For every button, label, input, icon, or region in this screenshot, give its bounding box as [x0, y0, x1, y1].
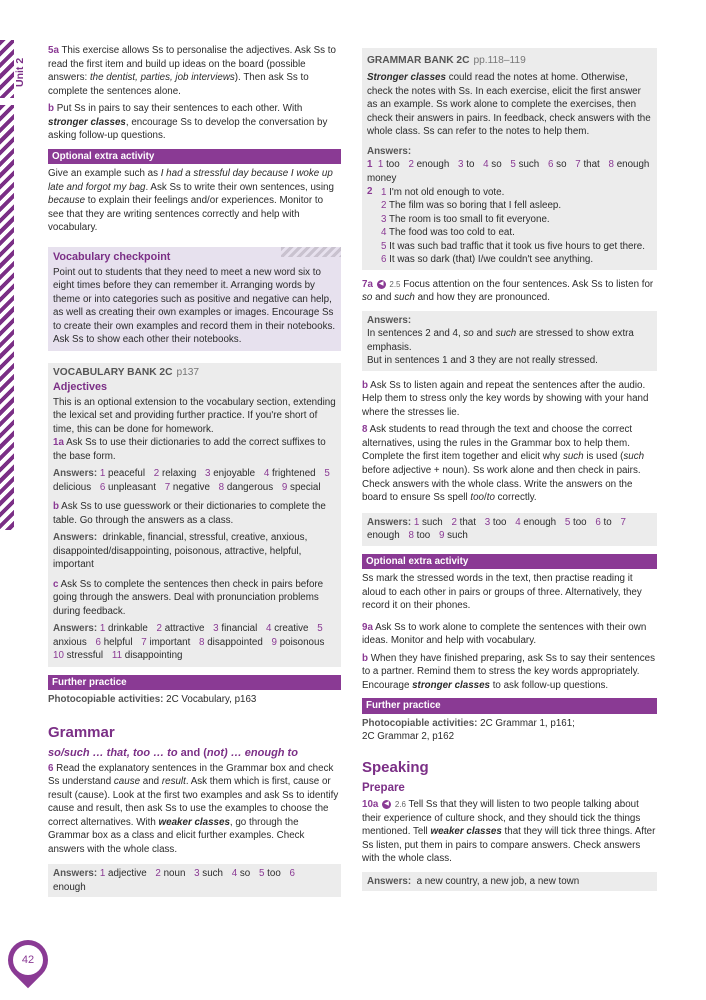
answer-number: 3 — [194, 868, 203, 880]
answer-text: financial — [221, 623, 258, 635]
grammar-subheading: so/such … that, too … to and (not) … enough to — [48, 746, 298, 759]
answer-item — [575, 159, 600, 170]
answer-text: enough — [416, 159, 450, 171]
answer-text: It was so dark (that) I/we couldn't see anything. — [389, 254, 594, 266]
grammar-bank-ex1: 1 1 too 2 enough 3 to 4 so 5 such 6 so 7 that 8 enough money — [367, 159, 650, 184]
answer-item — [483, 159, 502, 170]
grammar-bank-answer — [367, 199, 652, 213]
answer-text: too — [416, 530, 431, 542]
answer-text: The room is too small to fit everyone. — [389, 213, 550, 225]
answer-number: 4 — [266, 623, 275, 635]
para-5b: b Put Ss in pairs to say their sentences to each other. With stronger classes, encourage Ss to develop the conversation by asking follow-up questions. — [48, 103, 328, 142]
answer-text: too — [492, 516, 507, 528]
decorative-stripe — [0, 105, 14, 530]
answer-item — [595, 517, 611, 528]
answer-number: 4 — [483, 159, 492, 171]
answer-text: that — [459, 516, 476, 528]
answer-text: attractive — [164, 623, 205, 635]
answer-item — [96, 637, 133, 648]
answer-number: 2 — [155, 868, 164, 880]
vocabulary-checkpoint-box — [48, 247, 341, 351]
grammar-bank-answer — [367, 213, 652, 227]
para-9b: b When they have finished preparing, ask Ss to say their sentences to a partner. Remind them to stress the key words appropriately. Encourage stronger classes to ask follow-up questions. — [362, 652, 655, 691]
answer-number: 8 — [218, 481, 227, 493]
answer-number: 6 — [99, 481, 109, 493]
answer-number: 4 — [515, 516, 524, 528]
answer-text: enough — [53, 881, 86, 893]
answer-item — [112, 650, 183, 661]
answer-text: such — [422, 516, 443, 528]
answer-item — [157, 623, 205, 634]
grammar-bank-title: GRAMMAR BANK 2C pp.118–119 — [367, 55, 526, 66]
para-5a: 5a This exercise allows Ss to personalise the adjectives. Ask Ss to read the first item and build up ideas on the board (possible answers: the dentist, parties, job interviews). Then ask Ss to complete the sentences alone. — [48, 45, 336, 97]
answer-number: 5 — [564, 516, 574, 528]
answer-number: 6 — [381, 254, 390, 266]
answer-number: 3 — [205, 468, 214, 480]
vb-1c: c Ask Ss to complete the sentences then check in pairs before going through the answers. Deal with pronunciation problems during feedback. — [53, 578, 324, 617]
answer-item — [272, 637, 325, 648]
para-9a: 9a Ask Ss to work alone to complete the sentences with their own ideas. Monitor and help with vocabulary. — [362, 621, 647, 647]
para-8: 8 Ask students to read through the text and choose the correct alternatives, using the rules in the Grammar box to help them. Complete the first item together and elicit why such is used (such before adjective + noun). Ss work alone and then check in pairs. Check answers with the whole class. Write the answers on the board to ensure Ss spell too/to correctly. — [362, 424, 645, 504]
answer-text: peaceful — [108, 468, 146, 480]
answer-item — [194, 868, 223, 879]
grammar-bank-text: Stronger classes could read the notes at home. Otherwise, check the notes with Ss. In each exercise, elicit the first answer as an example. Ss work alone to complete the exercises, then check their answers in pairs. In feedback, check answers with the whole class. Ss can refer to the notes to help them. — [367, 72, 651, 138]
answer-item — [205, 468, 255, 479]
unit-tab-stripe — [0, 40, 14, 98]
grammar-bank-answer — [367, 240, 652, 254]
answer-number: 1 — [99, 623, 109, 635]
vocabulary-bank-subtitle: Adjectives — [53, 380, 108, 393]
answer-text: disappointing — [124, 650, 183, 662]
unit-label: Unit 2 — [14, 57, 26, 87]
answer-text: such — [202, 868, 223, 880]
answer-text: enough money — [367, 159, 650, 184]
answer-text: adjective — [108, 868, 147, 880]
answer-number: 6 — [95, 636, 104, 648]
answer-item — [548, 159, 567, 170]
answer-text: poisonous — [279, 636, 325, 648]
grammar-heading: Grammar — [48, 723, 115, 741]
para-7a-answers: Answers: In sentences 2 and 4, so and such are stressed to show extra emphasis. But in sentences 1 and 3 they are not really stressed. — [362, 311, 657, 371]
speaking-heading: Speaking — [362, 758, 429, 776]
answer-text: so — [491, 159, 502, 171]
optional-activity-band: Optional extra activity — [48, 149, 341, 165]
answer-number: 9 — [438, 530, 448, 542]
answer-item — [213, 623, 257, 634]
answer-number: 3 — [381, 213, 389, 225]
answer-text: enough — [367, 530, 400, 542]
answer-text: dangerous — [226, 481, 274, 493]
answer-text: frightened — [272, 468, 316, 480]
answer-text: to — [603, 516, 612, 528]
answer-item — [100, 482, 156, 493]
answer-item — [414, 517, 443, 528]
answer-item — [219, 482, 273, 493]
answer-number: 1 — [377, 159, 387, 171]
audio-icon[interactable]: ◀ — [377, 280, 386, 289]
vb-1b: b Ask Ss to use guesswork or their dictionaries to complete the table. Go through the answers as a class. — [53, 501, 326, 526]
grammar-bank-ex2: 2 1 I'm not old enough to vote. 2 The film was so boring that I fell asleep. 3 The room is too small to fit everyone. 4 The food was too cold to eat. 5 It was such bad traffic that it took us five hours to get there. 6 It was so dark (that) I/we couldn't see anything. — [367, 185, 652, 267]
answer-number: 9 — [281, 481, 291, 493]
answer-item — [154, 468, 196, 479]
answer-text: The film was so boring that I fell asleep. — [389, 200, 562, 212]
vocabulary-bank-title: VOCABULARY BANK 2C p137 — [53, 366, 200, 378]
answer-text: creative — [274, 623, 309, 635]
vocabulary-bank-intro: This is an optional extension to the vocabulary section, extending the lexical set and providing further practice. If you're short of time, this can be done for homework. — [53, 396, 336, 435]
audio-icon[interactable]: ◀ — [382, 800, 391, 809]
answer-number: 1 — [381, 186, 390, 198]
answer-item — [199, 637, 263, 648]
answer-number: 2 — [451, 516, 460, 528]
answer-number: 9 — [271, 636, 280, 648]
answer-item — [282, 482, 321, 493]
answer-text: such — [447, 530, 468, 542]
optional-activity-text: Give an example such as I had a stressful day because I woke up late and forgot my bag. Ask Ss to write their own sentences, using because to explain their feelings and/or experiences. Monitor to see that they are writing sentences correctly and help with vocabulary. — [48, 168, 334, 234]
vb-1c-answers: Answers: 1 drinkable 2 attractive 3 financial 4 creative 5 anxious 6 helpful 7 important 8 disappointed 9 poisonous 10 stressful 11 disappointing — [53, 622, 336, 663]
answer-number: 10 — [53, 650, 67, 662]
answer-item — [232, 868, 251, 879]
para-8-answers: Answers: 1 such 2 that 3 too 4 enough 5 too 6 to 7 enough 8 too 9 such — [362, 513, 657, 546]
answer-item — [100, 468, 145, 479]
para-10a: 10a ◀ 2.6 Tell Ss that they will listen to two people talking about their experience of culture shock, and they should tick the things mentioned. Tell weaker classes that they will tick three things. After Ss listen, put them in pairs to compare answers. Check answers with the whole class. — [362, 799, 656, 865]
further-practice-band: Further practice — [48, 675, 341, 691]
answer-number: 6 — [548, 159, 557, 171]
answer-item — [266, 623, 308, 634]
answer-number: 2 — [153, 468, 162, 480]
answer-text: enough — [523, 516, 557, 528]
answer-number: 7 — [620, 516, 626, 528]
vb-1b-answers: Answers: drinkable, financial, stressful, creative, anxious, disappointed/disappointing, poisonous, attractive, helpful, important — [53, 532, 308, 571]
vocabulary-checkpoint-title: Vocabulary checkpoint — [53, 250, 171, 263]
answer-text: relaxing — [161, 468, 197, 480]
answer-text: enjoyable — [213, 468, 256, 480]
answer-text: It was such bad traffic that it took us five hours to get there. — [389, 240, 645, 252]
further-practice-band-right: Further practice — [362, 698, 657, 714]
answer-text: noun — [163, 868, 186, 880]
answer-text: so — [239, 868, 251, 880]
grammar-bank-answers-label: Answers: — [367, 145, 412, 157]
page-number: 42 — [21, 954, 35, 966]
grammar-bank-answer — [367, 186, 652, 200]
answer-number: 1 — [99, 868, 109, 880]
further-practice-text-right: Photocopiable activities: 2C Grammar 1, p161; 2C Grammar 2, p162 — [362, 717, 575, 743]
answer-item — [259, 868, 281, 879]
answer-number: 5 — [381, 240, 390, 252]
answer-number: 7 — [164, 481, 173, 493]
answer-text: too — [267, 868, 281, 880]
answer-number: 4 — [381, 227, 389, 239]
vb-1a-answers: Answers: 1 peaceful 2 relaxing 3 enjoyable 4 frightened 5 delicious 6 unpleasant 7 negative 8 dangerous 9 special — [53, 468, 330, 493]
left-column — [48, 44, 341, 905]
answer-item — [408, 530, 430, 541]
para-10a-answers: Answers: a new country, a new job, a new town — [362, 872, 657, 892]
answer-item — [100, 623, 148, 634]
answer-text: I'm not old enough to vote. — [389, 186, 505, 198]
answer-text: too — [573, 516, 587, 528]
answer-number: 3 — [213, 623, 222, 635]
answer-text: special — [290, 481, 321, 493]
para-7a: 7a ◀ 2.5 Focus attention on the four sentences. Ask Ss to listen for so and such and how they are pronounced. — [362, 278, 654, 304]
answer-number: 1 — [99, 468, 109, 480]
answer-item — [485, 517, 507, 528]
answer-number: 7 — [575, 159, 584, 171]
answer-item — [510, 159, 539, 170]
grammar-bank-answer — [367, 253, 652, 267]
answer-number: 5 — [324, 468, 330, 480]
answer-number: 5 — [510, 159, 519, 171]
further-practice-text: Photocopiable activities: 2C Vocabulary, p163 — [48, 694, 257, 706]
answer-number: 5 — [317, 623, 323, 635]
grammar-bank-box — [362, 48, 657, 270]
vb-1a: 1a Ask Ss to use their dictionaries to add the correct suffixes to the base form. — [53, 437, 326, 462]
vocabulary-bank-box — [48, 363, 341, 667]
prepare-heading: Prepare — [362, 782, 405, 795]
answer-item — [53, 650, 103, 661]
answer-text: disappointed — [207, 636, 263, 648]
answer-number: 2 — [381, 200, 389, 212]
answer-text: such — [518, 159, 540, 171]
answer-text: important — [149, 636, 191, 648]
answer-number: 8 — [408, 530, 417, 542]
answer-number: 2 — [156, 623, 165, 635]
answer-number: 11 — [111, 650, 125, 662]
para-7b: b Ask Ss to listen again and repeat the sentences after the audio. Help them to stress only the key words by showing with your hand where the stresses lie. — [362, 379, 649, 418]
answer-item — [100, 868, 147, 879]
answer-item — [451, 517, 476, 528]
para-6: 6 Read the explanatory sentences in the Grammar box and check Ss understand cause and result. Ask them which is first, cause or result (cause). Look at the first two examples and ask Ss to identify cause and result, then ask Ss to use the examples to choose the correct alternatives. With weaker classes, go through the Grammar box as a class and elicit further examples. Check answers with the whole class. — [48, 762, 339, 855]
optional-activity-band-right: Optional extra activity — [362, 554, 657, 570]
right-column — [362, 44, 657, 899]
answer-text: so — [556, 159, 567, 171]
answer-item — [565, 517, 587, 528]
answer-text: negative — [172, 481, 210, 493]
answer-number: 1 — [413, 516, 423, 528]
answer-number: 6 — [289, 868, 295, 880]
answer-item — [439, 530, 468, 541]
answer-number: 3 — [484, 516, 493, 528]
answer-text: that — [583, 159, 600, 171]
answer-number: 8 — [199, 636, 208, 648]
answer-item — [515, 517, 556, 528]
answer-number: 2 — [408, 159, 417, 171]
answer-text: drinkable — [108, 623, 148, 635]
answer-number: 5 — [259, 868, 268, 880]
grammar-bank-answer — [367, 226, 652, 240]
answer-text: to — [466, 159, 475, 171]
answer-text: delicious — [53, 481, 92, 493]
answer-number: 4 — [231, 868, 240, 880]
answer-item — [141, 637, 190, 648]
vocabulary-checkpoint-text: Point out to students that they need to meet a new word six to eight times before they can remember it. Arranging words by theme or into categories such as positive and negative can help, as well as creating their own examples or images. Encourage Ss to create their own examples and record them in their notebooks. Ask Ss to show each other their notebooks. — [53, 266, 336, 346]
answer-text: too — [386, 159, 400, 171]
answer-number: 6 — [595, 516, 604, 528]
answer-item — [155, 868, 185, 879]
answer-item — [408, 159, 449, 170]
answer-number: 3 — [458, 159, 467, 171]
answer-text: stressful — [66, 650, 104, 662]
optional-activity-text-right: Ss mark the stressed words in the text, then practise reading it aloud to each other in pairs or groups of three. Alternatively, they record it on their phones. — [362, 573, 642, 612]
answer-item — [458, 159, 474, 170]
answer-text: anxious — [53, 636, 87, 648]
answer-number: 7 — [141, 636, 150, 648]
answer-number: 8 — [608, 159, 617, 171]
answer-text: The food was too cold to eat. — [389, 227, 515, 239]
answer-item — [264, 468, 316, 479]
answer-item — [378, 159, 400, 170]
answer-number: 4 — [263, 468, 273, 480]
answer-text: unpleasant — [108, 481, 156, 493]
grammar-6-answers: Answers: 1 adjective 2 noun 3 such 4 so 5 too 6 enough — [48, 864, 341, 897]
answer-text: helpful — [103, 636, 133, 648]
answer-item — [165, 482, 210, 493]
